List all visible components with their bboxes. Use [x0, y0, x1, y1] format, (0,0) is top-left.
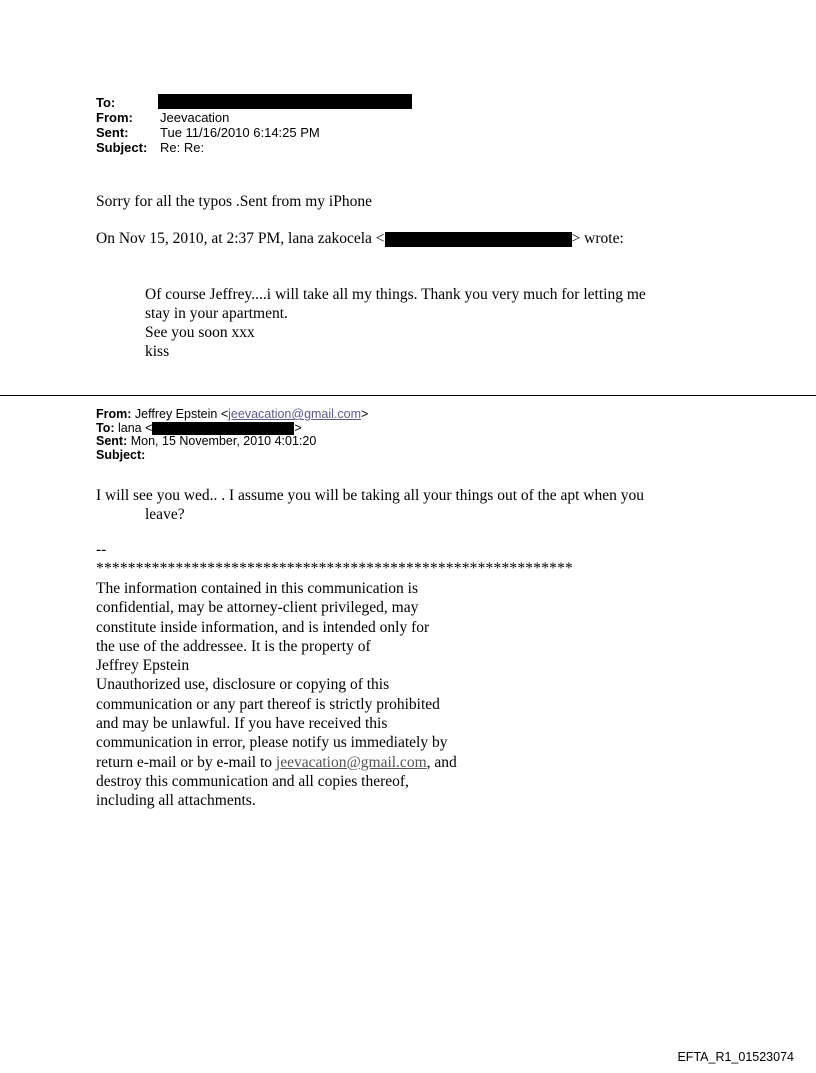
- disclaimer-line: Jeffrey Epstein: [96, 657, 190, 675]
- disclaimer-text: , and: [426, 753, 457, 771]
- disclaimer-email-link[interactable]: jeevacation@gmail.com: [275, 753, 427, 771]
- reply-line: Sorry for all the typos .Sent from my iPhone: [96, 193, 372, 210]
- to-label: To:: [96, 420, 115, 435]
- quote-intro-start: On Nov 15, 2010, at 2:37 PM, lana zakocela <: [96, 230, 385, 247]
- redaction-to: [158, 94, 412, 109]
- disclaimer-line: the use of the addressee. It is the property of: [96, 637, 371, 655]
- sent-label: Sent:: [96, 434, 128, 448]
- email2-header: [96, 408, 368, 462]
- quoted-line: kiss: [145, 343, 170, 360]
- document-id: EFTA_R1_01523074: [677, 1050, 794, 1064]
- to-row: [96, 422, 368, 436]
- quoted-line: Of course Jeffrey....i will take all my things. Thank you very much for letting me: [145, 286, 646, 303]
- quoted-line: stay in your apartment.: [145, 305, 288, 322]
- to-label: To:: [96, 95, 116, 110]
- disclaimer-line: [96, 753, 457, 772]
- disclaimer-line: constitute inside information, and is intended only for: [96, 618, 430, 636]
- disclaimer-line: including all attachments.: [96, 792, 256, 810]
- subject-label: Subject:: [96, 447, 146, 462]
- from-close: >: [361, 407, 369, 421]
- sent-value: Mon, 15 November, 2010 4:01:20: [130, 434, 317, 448]
- email2-body-line2: leave?: [145, 506, 185, 523]
- redaction-to-email: [152, 422, 294, 435]
- to-close: >: [294, 420, 302, 435]
- quoted-message: [145, 285, 646, 361]
- from-label: From:: [96, 407, 132, 421]
- subject-row: [96, 449, 368, 463]
- sent-label: Sent:: [96, 125, 129, 140]
- disclaimer-line: The information contained in this communication is: [96, 580, 418, 597]
- disclaimer-text: return e-mail or by e-mail to: [96, 753, 276, 771]
- from-name: Jeffrey Epstein <: [134, 407, 229, 421]
- from-row: [96, 408, 368, 422]
- divider: [0, 395, 816, 396]
- disclaimer-line: and may be unlawful. If you have received this: [96, 715, 388, 733]
- disclaimer-line: communication or any part thereof is strictly prohibited: [96, 695, 440, 713]
- disclaimer-line: confidential, may be attorney-client privileged, may: [96, 599, 419, 617]
- redaction-email: [385, 232, 572, 247]
- quote-intro-end: > wrote:: [571, 230, 624, 247]
- email2-body-line1: I will see you wed.. . I assume you will be taking all your things out of the apt when you: [96, 487, 645, 504]
- disclaimer-line: communication in error, please notify us immediately by: [96, 734, 448, 752]
- disclaimer: [96, 579, 457, 811]
- from-label: From:: [96, 110, 133, 125]
- disclaimer-line: Unauthorized use, disclosure or copying of this: [96, 676, 390, 694]
- signature-dash: --: [96, 541, 107, 558]
- sent-value: Tue 11/16/2010 6:14:25 PM: [160, 125, 320, 140]
- signature-stars: ************************************************************: [96, 560, 573, 577]
- from-email-link[interactable]: jeevacation@gmail.com: [228, 407, 362, 421]
- subject-value: Re: Re:: [160, 140, 205, 155]
- quoted-line: See you soon xxx: [145, 324, 255, 341]
- to-value: lana <: [118, 420, 153, 435]
- quote-intro: [96, 229, 624, 248]
- subject-label: Subject:: [96, 140, 148, 155]
- disclaimer-line: destroy this communication and all copies thereof,: [96, 772, 409, 790]
- from-value: Jeevacation: [160, 110, 230, 125]
- sent-row: [96, 435, 368, 449]
